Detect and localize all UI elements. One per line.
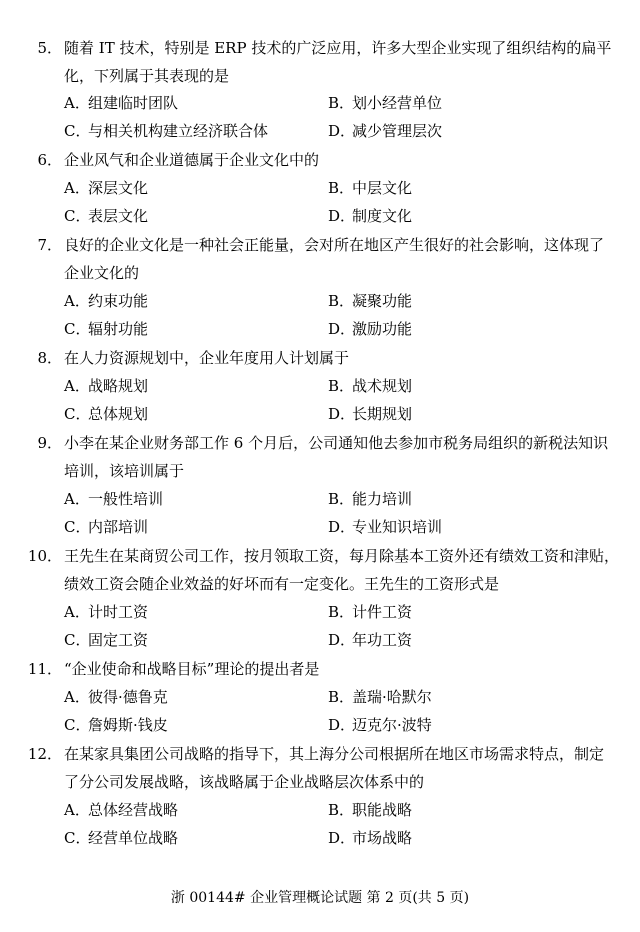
option-b: B．计件工资 [328, 603, 413, 621]
stem-line: “企业使命和战略目标”理论的提出者是 [64, 660, 320, 678]
option-a: A．约束功能 [64, 292, 149, 310]
question-number: 12． [27, 745, 62, 763]
option-d: D．年功工资 [328, 631, 413, 649]
stem-line: 在人力资源规划中，企业年度用人计划属于 [64, 349, 350, 367]
option-a: A．组建临时团队 [64, 94, 179, 112]
option-c: C．詹姆斯·钱皮 [64, 716, 168, 734]
option-b: B．中层文化 [328, 179, 413, 197]
option-c: C．辐射功能 [64, 320, 149, 338]
option-d: D．市场战略 [328, 829, 413, 847]
option-c: C．总体规划 [64, 405, 149, 423]
stem-line: 企业文化的 [64, 264, 140, 282]
option-c: C．固定工资 [64, 631, 149, 649]
stem-line: 企业风气和企业道德属于企业文化中的 [64, 151, 320, 169]
option-a: A．计时工资 [64, 603, 149, 621]
option-b: B．战术规划 [328, 377, 413, 395]
option-b: B．凝聚功能 [328, 292, 413, 310]
option-c: C．与相关机构建立经济联合体 [64, 122, 269, 140]
option-b: B．职能战略 [328, 801, 413, 819]
stem-line: 在某家具集团公司战略的指导下，其上海分公司根据所在地区市场需求特点，制定 [64, 745, 605, 763]
option-d: D．专业知识培训 [328, 518, 443, 536]
stem-line: 小李在某企业财务部工作 6 个月后，公司通知他去参加市税务局组织的新税法知识 [64, 434, 609, 452]
stem-line: 绩效工资会随企业效益的好坏而有一定变化。王先生的工资形式是 [64, 575, 500, 593]
option-b: B．能力培训 [328, 490, 413, 508]
option-a: A．彼得·德鲁克 [64, 688, 168, 706]
question-number: 9． [37, 434, 62, 452]
question-number: 10． [27, 547, 62, 565]
option-c: C．表层文化 [64, 207, 149, 225]
question-number: 7． [37, 236, 62, 254]
page-footer: 浙 00144# 企业管理概论试题 第 2 页(共 5 页) [170, 890, 470, 906]
option-c: C．经营单位战略 [64, 829, 179, 847]
stem-line: 随着 IT 技术，特别是 ERP 技术的广泛应用，许多大型企业实现了组织结构的扁平 [64, 39, 612, 57]
option-c: C．内部培训 [64, 518, 149, 536]
question-number: 6． [37, 151, 62, 169]
stem-line: 培训，该培训属于 [64, 462, 185, 480]
option-b: B．盖瑞·哈默尔 [328, 688, 432, 706]
question-stem [26, 655, 626, 683]
question-stem [34, 34, 626, 90]
option-d: D．制度文化 [328, 207, 413, 225]
stem-line: 王先生在某商贸公司工作，按月领取工资，每月除基本工资外还有绩效工资和津贴， [64, 547, 620, 565]
option-a: A．总体经营战略 [64, 801, 179, 819]
option-b: B．划小经营单位 [328, 94, 443, 112]
option-a: A．深层文化 [64, 179, 149, 197]
option-d: D．长期规划 [328, 405, 413, 423]
question-number: 8． [37, 349, 62, 367]
question-stem [34, 231, 626, 287]
question-stem [26, 542, 626, 598]
stem-line: 良好的企业文化是一种社会正能量，会对所在地区产生很好的社会影响，这体现了 [64, 236, 605, 254]
option-d: D．减少管理层次 [328, 122, 443, 140]
question-number: 5． [37, 39, 62, 57]
stem-line: 化，下列属于其表现的是 [64, 67, 230, 85]
question-stem [34, 429, 626, 485]
question-stem [34, 344, 626, 372]
question-stem [34, 146, 626, 174]
option-d: D．激励功能 [328, 320, 413, 338]
option-d: D．迈克尔·波特 [328, 716, 432, 734]
question-stem [26, 740, 626, 796]
stem-line: 了分公司发展战略，该战略属于企业战略层次体系中的 [64, 773, 425, 791]
question-number: 11． [27, 660, 62, 678]
option-a: A．战略规划 [64, 377, 149, 395]
option-a: A．一般性培训 [64, 490, 164, 508]
